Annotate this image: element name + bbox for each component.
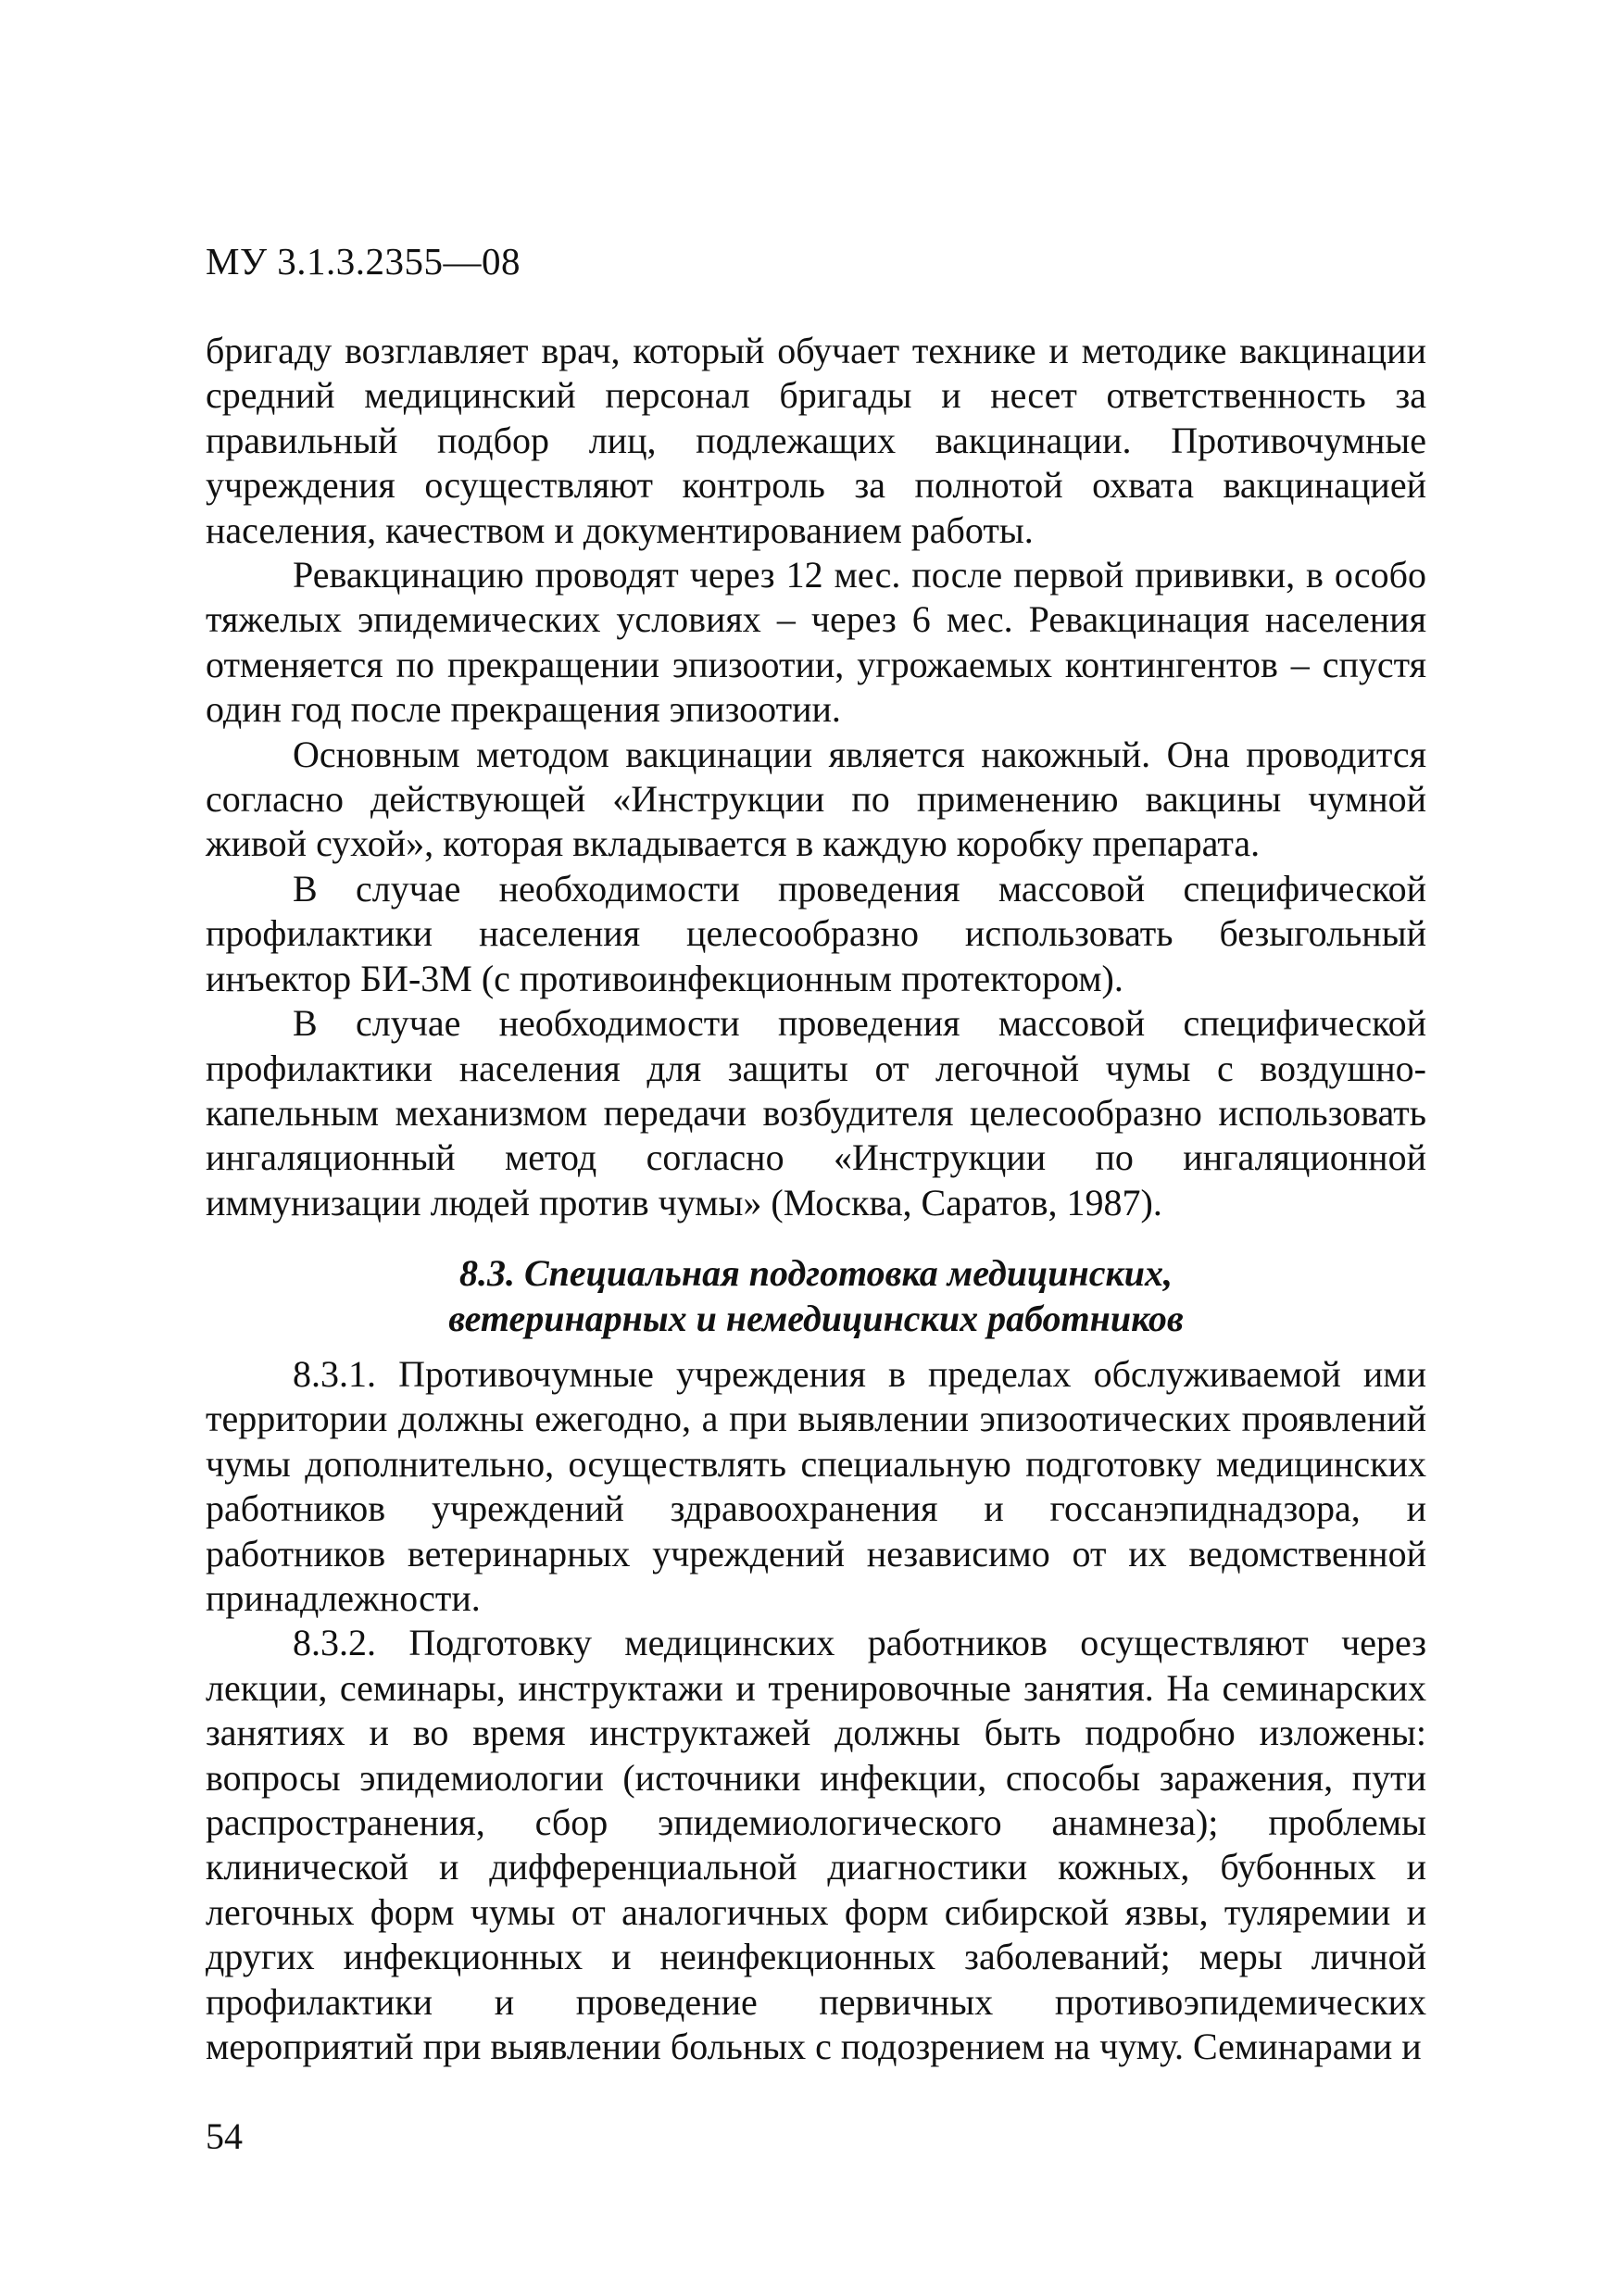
page-number: 54 [206,2115,243,2157]
section-heading-line-1: 8.3. Специальная подготовка медицинских, [458,1252,1173,1295]
section-heading-line-2: ветеринарных и немедицинских работников [448,1297,1184,1339]
paragraph-8-3-2: 8.3.2. Подготовку медицинских работников осуществляют через лекции, семинары, инструктажи и тренировочные занятия. На семинарских занятиях и во время инструктажей должны быть подробно изложены: вопросы эпидемиологии (источники инфекции, способы заражения, пути распространения, сбор эпидемиологического анамнеза); проблемы клинической и дифференциальной диагностики кожных, бубонных и легочных форм чумы от аналогичных форм сибирской язвы, туляремии и других инфекционных и неинфекционных заболеваний; меры личной профилактики и проведение первичных противоэпидемических мероприятий при выявлении больных с подозрением на чуму. Семинарами и [206,1622,1426,2068]
document-code-header: МУ 3.1.3.2355—08 [206,240,521,282]
paragraph-revaccination: Ревакцинацию проводят через 12 мес. после первой прививки, в особо тяжелых эпидемических условиях – через 6 мес. Ревакцинация населения отменяется по прекращении эпизоотии, угрожаемых контингентов – спустя один год после прекращения эпизоотии. [206,554,1426,731]
paragraph-inhalation-method: В случае необходимости проведения массовой специфической профилактики населения для защиты от легочной чумы с воздушно-капельным механизмом передачи возбудителя целесообразно использовать ингаляционный метод согласно «Инструкции по ингаляционной иммунизации людей против чумы» (Москва, Саратов, 1987). [206,1002,1426,1223]
paragraph-vaccination-method: Основным методом вакцинации является накожный. Она проводится согласно действующей «Инструкции по применению вакцины чумной живой сухой», которая вкладывается в каждую коробку препарата. [206,733,1426,865]
paragraph-8-3-1: 8.3.1. Противочумные учреждения в пределах обслуживаемой ими территории должны ежегодно, а при выявлении эпизоотических проявлений чумы дополнительно, осуществлять специальную подготовку медицинских работников учреждений здравоохранения и госсанэпиднадзора, и работников ветеринарных учреждений независимо от их ведомственной принадлежности. [206,1352,1426,1619]
paragraph-injector: В случае необходимости проведения массовой специфической профилактики населения целесообразно использовать безыгольный инъектор БИ-3М (с противоинфекционным протектором). [206,867,1426,999]
section-heading [206,1251,1426,1341]
page-body [206,329,1426,2069]
paragraph-continuation: бригаду возглавляет врач, который обучает технике и методике вакцинации средний медицинский персонал бригады и несет ответственность за правильный подбор лиц, подлежащих вакцинации. Противочумные учреждения осуществляют контроль за полнотой охвата вакцинацией населения, качеством и документированием работы. [206,330,1426,551]
